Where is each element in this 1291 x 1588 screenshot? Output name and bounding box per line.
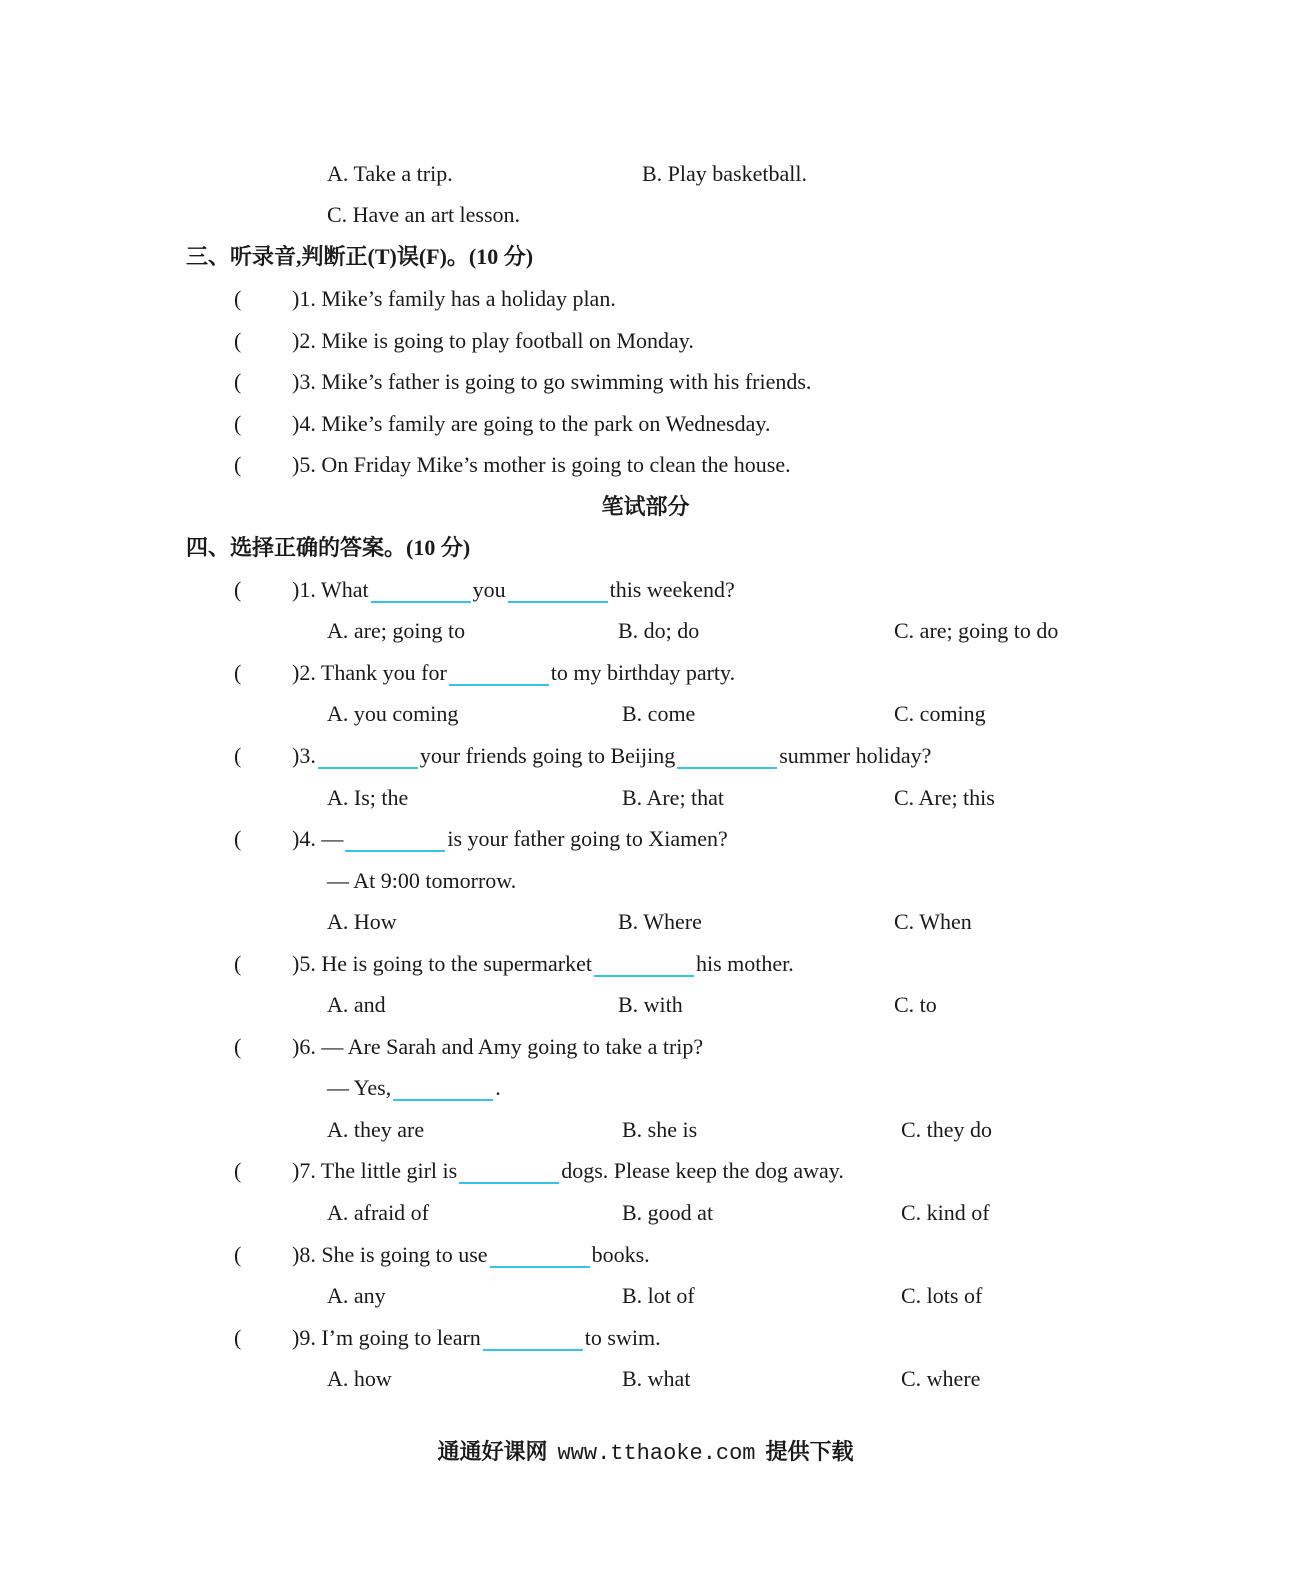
- footer-download-text: 提供下载: [765, 1439, 854, 1464]
- answer-blank: [371, 579, 471, 603]
- paren: (: [234, 1158, 242, 1183]
- q9-option-b: B. what: [622, 1366, 691, 1391]
- answer-blank: [508, 579, 608, 603]
- q2-option-c: C. coming: [894, 701, 986, 726]
- option-b: B. Play basketball.: [642, 161, 807, 186]
- question-1: )1. What you this weekend?: [292, 577, 735, 602]
- paren: (: [234, 1242, 242, 1267]
- paren: (: [234, 452, 242, 477]
- question-9: )9. I’m going to learn to swim.: [292, 1325, 661, 1350]
- paren: (: [234, 743, 242, 768]
- q2-option-b: B. come: [622, 701, 696, 726]
- q3-option-b: B. Are; that: [622, 785, 725, 810]
- paren: (: [234, 411, 242, 436]
- footer: [0, 1438, 1291, 1468]
- answer-blank: [318, 745, 418, 769]
- paren: (: [234, 286, 242, 311]
- answer-blank: [459, 1160, 559, 1184]
- question-2: )2. Thank you for to my birthday party.: [292, 660, 736, 685]
- q6-option-c: C. they do: [901, 1117, 993, 1142]
- paren: (: [234, 1325, 242, 1350]
- answer-blank: [449, 662, 549, 686]
- q8-option-c: C. lots of: [901, 1283, 983, 1308]
- option-a: A. Take a trip.: [327, 161, 453, 186]
- q9-option-a: A. how: [327, 1366, 392, 1391]
- tf-item-2: )2. Mike is going to play football on Monday.: [292, 328, 694, 353]
- q4-answer: — At 9:00 tomorrow.: [327, 868, 517, 893]
- q8-option-a: A. any: [327, 1283, 386, 1308]
- paren: (: [234, 951, 242, 976]
- tf-item-5: )5. On Friday Mike’s mother is going to clean the house.: [292, 452, 791, 477]
- written-part-heading: 笔试部分: [601, 494, 690, 519]
- paren: (: [234, 577, 242, 602]
- q5-option-b: B. with: [618, 992, 683, 1017]
- question-7: )7. The little girl is dogs. Please keep the dog away.: [292, 1158, 844, 1183]
- answer-blank: [490, 1244, 590, 1268]
- q6-option-b: B. she is: [622, 1117, 698, 1142]
- tf-item-4: )4. Mike’s family are going to the park on Wednesday.: [292, 411, 771, 436]
- q4-option-c: C. When: [894, 909, 972, 934]
- answer-blank: [345, 828, 445, 852]
- question-5: )5. He is going to the supermarket his mother.: [292, 951, 794, 976]
- q4-option-b: B. Where: [618, 909, 702, 934]
- tf-item-3: )3. Mike’s father is going to go swimming with his friends.: [292, 369, 812, 394]
- paren: (: [234, 328, 242, 353]
- tf-item-1: )1. Mike’s family has a holiday plan.: [292, 286, 616, 311]
- q6-option-a: A. they are: [327, 1117, 425, 1142]
- q5-option-c: C. to: [894, 992, 937, 1017]
- question-8: )8. She is going to use books.: [292, 1242, 650, 1267]
- answer-blank: [594, 953, 694, 977]
- q7-option-a: A. afraid of: [327, 1200, 430, 1225]
- q4-option-a: A. How: [327, 909, 397, 934]
- q7-option-b: B. good at: [622, 1200, 714, 1225]
- q3-option-c: C. Are; this: [894, 785, 995, 810]
- paren: (: [234, 1034, 242, 1059]
- question-3: )3. your friends going to Beijing summer holiday?: [292, 743, 932, 768]
- paren: (: [234, 369, 242, 394]
- q1-option-b: B. do; do: [618, 618, 700, 643]
- q5-option-a: A. and: [327, 992, 386, 1017]
- q8-option-b: B. lot of: [622, 1283, 695, 1308]
- answer-blank: [677, 745, 777, 769]
- section4-title: 四、选择正确的答案。(10 分): [186, 535, 471, 560]
- q1-option-c: C. are; going to do: [894, 618, 1059, 643]
- option-c: C. Have an art lesson.: [327, 202, 521, 227]
- q1-option-a: A. are; going to: [327, 618, 466, 643]
- section3-title: 三、听录音,判断正(T)误(F)。(10 分): [186, 244, 534, 269]
- footer-url[interactable]: www.tthaoke.com: [557, 1441, 756, 1466]
- answer-blank: [393, 1077, 493, 1101]
- q9-option-c: C. where: [901, 1366, 981, 1391]
- q6-answer: — Yes, .: [327, 1075, 501, 1100]
- q2-option-a: A. you coming: [327, 701, 459, 726]
- question-6: )6. — Are Sarah and Amy going to take a trip?: [292, 1034, 704, 1059]
- paren: (: [234, 826, 242, 851]
- q7-option-c: C. kind of: [901, 1200, 990, 1225]
- q3-option-a: A. Is; the: [327, 785, 409, 810]
- answer-blank: [483, 1327, 583, 1351]
- footer-site-name: 通通好课网: [437, 1439, 548, 1464]
- paren: (: [234, 660, 242, 685]
- question-4: )4. — is your father going to Xiamen?: [292, 826, 728, 851]
